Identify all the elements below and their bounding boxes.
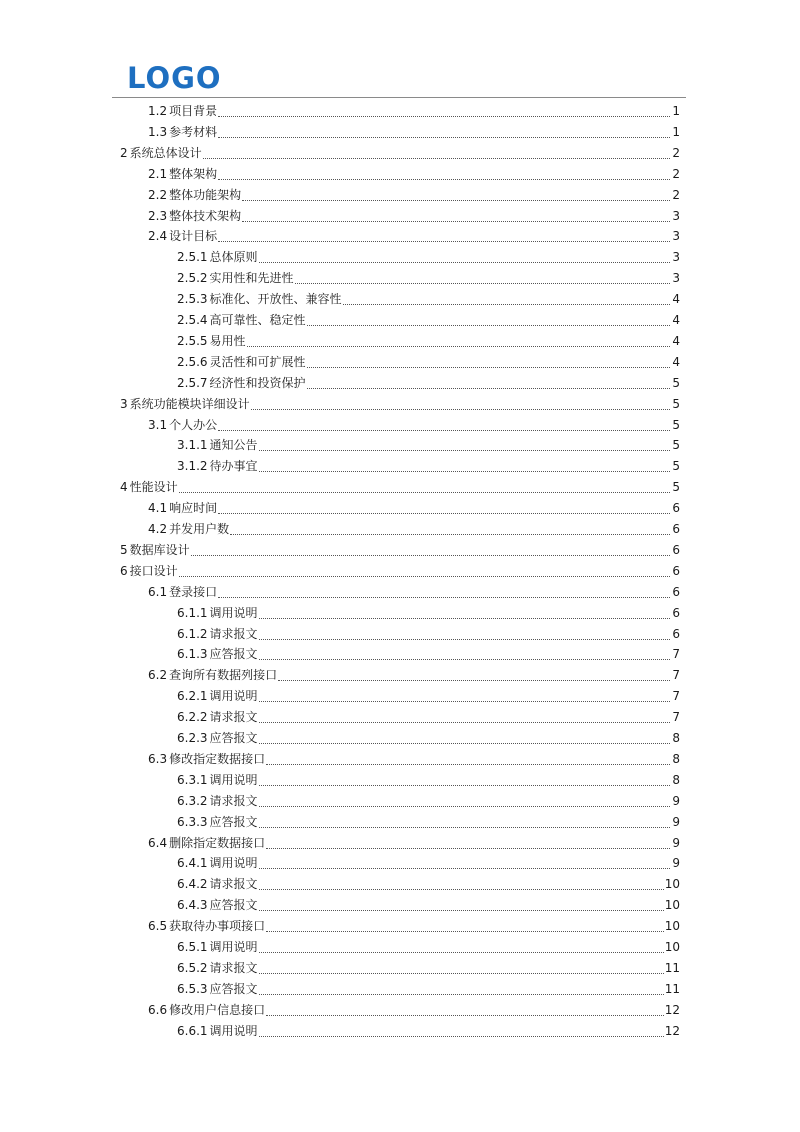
toc-entry[interactable] xyxy=(177,707,680,727)
toc-entry-number: 2 xyxy=(120,145,128,160)
toc-entry[interactable] xyxy=(177,791,680,811)
toc-entry-number: 6.5.2 xyxy=(177,960,208,975)
toc-entry-title: 易用性 xyxy=(209,333,246,348)
toc-entry[interactable] xyxy=(177,728,680,748)
toc-dot-leader xyxy=(259,689,670,702)
toc-dot-leader xyxy=(259,877,664,890)
toc-entry[interactable] xyxy=(177,331,680,351)
toc-entry-title: 请求报文 xyxy=(209,626,258,641)
toc-entry[interactable] xyxy=(120,143,680,163)
toc-entry-number: 3 xyxy=(120,396,128,411)
toc-entry-number: 3.1 xyxy=(148,417,168,432)
toc-entry[interactable] xyxy=(148,122,680,142)
toc-entry-page: 6 xyxy=(672,501,680,516)
toc-entry-number: 6.4.2 xyxy=(177,877,208,892)
toc-entry-title: 个人办公 xyxy=(169,417,218,432)
toc-entry-number: 2.2 xyxy=(148,187,168,202)
toc-entry-page: 7 xyxy=(672,689,680,704)
toc-dot-leader xyxy=(259,898,664,911)
toc-dot-leader xyxy=(259,459,670,472)
toc-entry[interactable] xyxy=(148,1000,680,1020)
toc-entry[interactable] xyxy=(177,958,680,978)
toc-dot-leader xyxy=(218,418,670,431)
toc-entry-page: 6 xyxy=(672,626,680,641)
toc-entry[interactable] xyxy=(177,435,680,455)
toc-entry-title: 删除指定数据接口 xyxy=(169,835,266,850)
toc-entry[interactable] xyxy=(177,247,680,267)
toc-dot-leader xyxy=(179,480,670,493)
toc-entry-title: 系统总体设计 xyxy=(129,145,202,160)
toc-entry-number: 6.5.3 xyxy=(177,981,208,996)
toc-entry-title: 登录接口 xyxy=(169,584,218,599)
toc-entry[interactable] xyxy=(148,226,680,246)
toc-dot-leader xyxy=(259,1024,664,1037)
toc-entry-page: 11 xyxy=(664,981,680,996)
toc-entry[interactable] xyxy=(177,812,680,832)
toc-entry-number: 6.3.3 xyxy=(177,814,208,829)
toc-entry-number: 2.5.5 xyxy=(177,333,208,348)
toc-dot-leader xyxy=(259,794,670,807)
toc-entry[interactable] xyxy=(148,164,680,184)
toc-entry-title: 响应时间 xyxy=(169,501,218,516)
toc-entry-title: 请求报文 xyxy=(209,960,258,975)
toc-entry-title: 整体架构 xyxy=(169,166,218,181)
toc-entry-page: 12 xyxy=(664,1002,680,1017)
toc-entry-number: 6.6.1 xyxy=(177,1023,208,1038)
toc-entry-title: 应答报文 xyxy=(209,898,258,913)
toc-dot-leader xyxy=(295,271,670,284)
toc-entry-title: 获取待办事项接口 xyxy=(169,919,266,934)
toc-entry-number: 3.1.1 xyxy=(177,438,208,453)
toc-dot-leader xyxy=(266,752,670,765)
toc-entry-page: 5 xyxy=(672,438,680,453)
toc-entry-page: 5 xyxy=(672,396,680,411)
toc-entry[interactable] xyxy=(177,1021,680,1041)
toc-dot-leader xyxy=(259,940,664,953)
toc-entry-title: 标准化、开放性、兼容性 xyxy=(209,292,342,307)
toc-entry-number: 5 xyxy=(120,542,128,557)
toc-dot-leader xyxy=(259,815,670,828)
toc-dot-leader xyxy=(266,1003,664,1016)
toc-entry-number: 2.4 xyxy=(148,229,168,244)
toc-entry[interactable] xyxy=(177,310,680,330)
toc-entry-title: 调用说明 xyxy=(209,1023,258,1038)
toc-entry-page: 3 xyxy=(672,208,680,223)
toc-dot-leader xyxy=(242,188,670,201)
toc-entry[interactable] xyxy=(177,456,680,476)
toc-entry-number: 4 xyxy=(120,480,128,495)
toc-entry-title: 请求报文 xyxy=(209,710,258,725)
toc-entry[interactable] xyxy=(148,206,680,226)
toc-dot-leader xyxy=(259,856,670,869)
toc-entry-number: 2.5.7 xyxy=(177,375,208,390)
toc-entry-page: 2 xyxy=(672,187,680,202)
toc-entry-title: 系统功能模块详细设计 xyxy=(129,396,250,411)
toc-entry-title: 调用说明 xyxy=(209,772,258,787)
toc-entry-number: 6.2.2 xyxy=(177,710,208,725)
toc-entry-page: 5 xyxy=(672,480,680,495)
toc-entry[interactable] xyxy=(177,853,680,873)
toc-entry-number: 2.5.6 xyxy=(177,354,208,369)
toc-entry-number: 6.3.1 xyxy=(177,772,208,787)
toc-entry-number: 2.5.3 xyxy=(177,292,208,307)
toc-entry-number: 6.2 xyxy=(148,668,168,683)
toc-entry[interactable] xyxy=(148,582,680,602)
toc-entry-page: 7 xyxy=(672,668,680,683)
toc-entry-number: 6.4.1 xyxy=(177,856,208,871)
toc-entry-number: 6.4 xyxy=(148,835,168,850)
toc-entry[interactable] xyxy=(177,352,680,372)
toc-entry[interactable] xyxy=(177,770,680,790)
toc-entry-title: 整体技术架构 xyxy=(169,208,242,223)
toc-entry-page: 8 xyxy=(672,751,680,766)
toc-entry-page: 7 xyxy=(672,710,680,725)
toc-entry[interactable] xyxy=(148,519,680,539)
toc-dot-leader xyxy=(230,522,670,535)
toc-entry-page: 4 xyxy=(672,313,680,327)
toc-entry[interactable] xyxy=(120,394,680,414)
toc-entry[interactable] xyxy=(148,101,680,121)
toc-entry[interactable] xyxy=(148,749,680,769)
toc-entry-page: 6 xyxy=(672,522,680,536)
toc-entry-title: 高可靠性、稳定性 xyxy=(209,313,306,327)
toc-entry-page: 5 xyxy=(672,375,680,390)
toc-entry-page: 5 xyxy=(672,417,680,432)
toc-entry-page: 12 xyxy=(664,1023,680,1038)
toc-entry-title: 设计目标 xyxy=(169,229,218,244)
toc-entry-page: 6 xyxy=(672,584,680,599)
toc-entry-title: 项目背景 xyxy=(169,104,218,118)
toc-entry-title: 实用性和先进性 xyxy=(209,271,294,286)
toc-entry-number: 6.1.2 xyxy=(177,626,208,641)
toc-dot-leader xyxy=(218,229,670,242)
toc-dot-leader xyxy=(242,209,670,222)
toc-dot-leader xyxy=(259,647,670,660)
toc-dot-leader xyxy=(259,606,670,619)
toc-dot-leader xyxy=(218,585,670,598)
toc-entry-number: 4.1 xyxy=(148,501,168,516)
toc-entry-number: 6.1.3 xyxy=(177,647,208,662)
toc-dot-leader xyxy=(251,397,670,410)
toc-dot-leader xyxy=(218,125,670,138)
toc-entry-number: 2.1 xyxy=(148,166,168,181)
toc-entry-number: 6.4.3 xyxy=(177,898,208,913)
toc-entry-title: 修改指定数据接口 xyxy=(169,751,266,766)
toc-entry-number: 6.3.2 xyxy=(177,793,208,808)
toc-dot-leader xyxy=(307,376,670,389)
toc-dot-leader xyxy=(218,104,670,117)
toc-entry[interactable] xyxy=(177,895,680,915)
toc-entry-page: 3 xyxy=(672,250,680,265)
toc-entry-title: 通知公告 xyxy=(209,438,258,453)
toc-entry-number: 3.1.2 xyxy=(177,459,208,474)
toc-dot-leader xyxy=(203,146,670,159)
toc-entry-page: 8 xyxy=(672,772,680,787)
toc-entry-number: 6.1.1 xyxy=(177,605,208,620)
toc-entry-title: 并发用户数 xyxy=(169,522,230,536)
toc-entry-page: 4 xyxy=(672,292,680,307)
toc-entry[interactable] xyxy=(148,665,680,685)
toc-entry-number: 6.3 xyxy=(148,751,168,766)
toc-entry-page: 1 xyxy=(672,124,680,139)
toc-entry-number: 1.2 xyxy=(148,104,168,118)
toc-entry-number: 2.3 xyxy=(148,208,168,223)
toc-dot-leader xyxy=(218,501,670,514)
toc-entry-page: 10 xyxy=(664,940,680,954)
toc-entry-page: 8 xyxy=(672,731,680,745)
toc-entry[interactable] xyxy=(177,268,680,288)
toc-entry-title: 参考材料 xyxy=(169,124,218,139)
toc-entry-page: 9 xyxy=(672,856,680,871)
toc-entry[interactable] xyxy=(177,644,680,664)
toc-entry[interactable] xyxy=(120,540,680,560)
toc-dot-leader xyxy=(259,731,670,744)
toc-entry[interactable] xyxy=(148,415,680,435)
toc-entry-title: 请求报文 xyxy=(209,793,258,808)
toc-dot-leader xyxy=(191,543,670,556)
toc-entry-page: 6 xyxy=(672,542,680,557)
toc-dot-leader xyxy=(278,668,670,681)
toc-entry[interactable] xyxy=(148,833,680,853)
toc-entry-page: 6 xyxy=(672,563,680,578)
toc-entry[interactable] xyxy=(148,916,680,936)
toc-entry-page: 4 xyxy=(672,354,680,369)
toc-entry-number: 6.5 xyxy=(148,919,168,934)
toc-entry-title: 应答报文 xyxy=(209,981,258,996)
toc-entry-title: 数据库设计 xyxy=(129,542,190,557)
toc-dot-leader xyxy=(307,355,670,368)
toc-entry-page: 2 xyxy=(672,145,680,160)
toc-entry-title: 总体原则 xyxy=(209,250,258,265)
toc-entry-title: 整体功能架构 xyxy=(169,187,242,202)
toc-entry-page: 7 xyxy=(672,647,680,662)
toc-entry-title: 请求报文 xyxy=(209,877,258,892)
toc-entry-title: 调用说明 xyxy=(209,689,258,704)
toc-entry-page: 3 xyxy=(672,271,680,286)
toc-dot-leader xyxy=(259,710,670,723)
toc-entry[interactable] xyxy=(148,185,680,205)
toc-entry[interactable] xyxy=(177,603,680,623)
toc-entry-page: 2 xyxy=(672,166,680,181)
toc-entry-title: 调用说明 xyxy=(209,856,258,871)
toc-dot-leader xyxy=(179,564,670,577)
toc-entry[interactable] xyxy=(177,289,680,309)
toc-entry-number: 6.5.1 xyxy=(177,940,208,954)
toc-entry-number: 6.2.1 xyxy=(177,689,208,704)
toc-entry-number: 6.2.3 xyxy=(177,731,208,745)
toc-dot-leader xyxy=(259,773,670,786)
toc-entry-page: 3 xyxy=(672,229,680,244)
toc-entry-title: 调用说明 xyxy=(209,940,258,954)
header-divider xyxy=(112,97,686,98)
toc-entry-page: 9 xyxy=(672,814,680,829)
toc-entry-page: 10 xyxy=(664,919,680,934)
toc-dot-leader xyxy=(266,836,670,849)
toc-entry-title: 应答报文 xyxy=(209,647,258,662)
toc-entry-number: 4.2 xyxy=(148,522,168,536)
toc-dot-leader xyxy=(307,313,670,326)
toc-entry-page: 5 xyxy=(672,459,680,474)
toc-entry[interactable] xyxy=(177,686,680,706)
toc-entry-title: 调用说明 xyxy=(209,605,258,620)
toc-entry-page: 11 xyxy=(664,960,680,975)
toc-entry-number: 6.6 xyxy=(148,1002,168,1017)
toc-entry-number: 6 xyxy=(120,563,128,578)
toc-entry-page: 9 xyxy=(672,835,680,850)
toc-entry-title: 查询所有数据列接口 xyxy=(169,668,278,683)
toc-entry-page: 10 xyxy=(664,877,680,892)
toc-entry-number: 2.5.1 xyxy=(177,250,208,265)
toc-dot-leader xyxy=(259,961,664,974)
toc-entry-number: 6.1 xyxy=(148,584,168,599)
toc-entry[interactable] xyxy=(177,373,680,393)
toc-entry-title: 待办事宜 xyxy=(209,459,258,474)
toc-entry-title: 应答报文 xyxy=(209,814,258,829)
toc-entry[interactable] xyxy=(177,624,680,644)
toc-dot-leader xyxy=(218,167,670,180)
toc-entry[interactable] xyxy=(177,937,680,957)
toc-entry-number: 2.5.4 xyxy=(177,313,208,327)
logo: LOGO xyxy=(127,61,222,95)
toc-entry-title: 灵活性和可扩展性 xyxy=(209,354,306,369)
toc-dot-leader xyxy=(266,919,664,932)
toc-entry-number: 2.5.2 xyxy=(177,271,208,286)
toc-dot-leader xyxy=(259,627,670,640)
toc-dot-leader xyxy=(259,438,670,451)
toc-entry-page: 1 xyxy=(672,104,680,118)
toc-entry-number: 1.3 xyxy=(148,124,168,139)
toc-entry-page: 4 xyxy=(672,333,680,348)
toc-entry[interactable] xyxy=(177,874,680,894)
toc-entry-title: 修改用户信息接口 xyxy=(169,1002,266,1017)
toc-dot-leader xyxy=(259,982,664,995)
toc-entry[interactable] xyxy=(177,979,680,999)
toc-entry-page: 6 xyxy=(672,605,680,620)
toc-dot-leader xyxy=(247,334,670,347)
toc-entry-title: 应答报文 xyxy=(209,731,258,745)
toc-entry-title: 接口设计 xyxy=(129,563,178,578)
toc-entry-page: 10 xyxy=(664,898,680,913)
toc-dot-leader xyxy=(259,250,670,263)
toc-entry-title: 性能设计 xyxy=(129,480,178,495)
toc-entry[interactable] xyxy=(120,561,680,581)
toc-dot-leader xyxy=(343,292,670,305)
toc-entry-title: 经济性和投资保护 xyxy=(209,375,306,390)
toc-entry[interactable] xyxy=(120,477,680,497)
toc-entry-page: 9 xyxy=(672,793,680,808)
toc-entry[interactable] xyxy=(148,498,680,518)
